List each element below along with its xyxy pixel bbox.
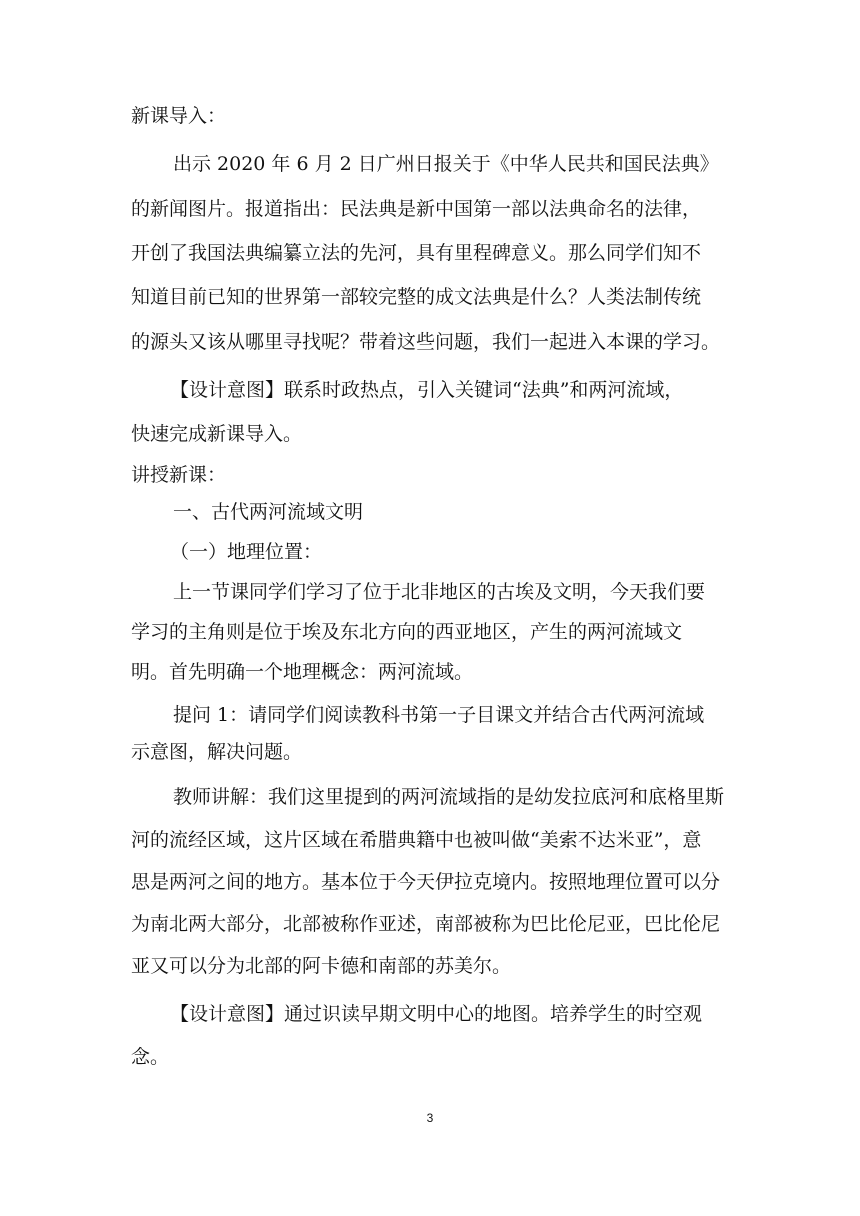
- paragraph-line: 知道目前已知的世界第一部较完整的成文法典是什么？人类法制传统: [131, 286, 702, 308]
- paragraph-line: 教师讲解：我们这里提到的两河流域指的是幼发拉底河和底格里斯: [173, 786, 725, 808]
- paragraph-line: 思是两河之间的地方。基本位于今天伊拉克境内。按照地理位置可以分: [131, 871, 721, 893]
- paragraph-line: 明。首先明确一个地理概念：两河流域。: [131, 661, 474, 683]
- paragraph-line: 亚又可以分为北部的阿卡德和南部的苏美尔。: [131, 955, 512, 977]
- design-intent-line: 快速完成新课导入。: [131, 423, 303, 445]
- question-line: 提问 1：请同学们阅读教科书第一子目课文并结合古代两河流域: [173, 704, 705, 726]
- question-line: 示意图，解决问题。: [131, 741, 303, 763]
- design-intent-line: 【设计意图】联系时政热点，引入关键词“法典”和两河流域，: [170, 379, 684, 401]
- paragraph-line: 河的流经区域，这片区域在希腊典籍中也被叫做“美索不达米亚”，意: [131, 829, 702, 851]
- design-intent-line: 【设计意图】通过识读早期文明中心的地图。培养学生的时空观: [170, 1003, 703, 1025]
- page-number: 3: [426, 1111, 434, 1125]
- subsection-heading: 一、古代两河流域文明: [173, 501, 364, 523]
- paragraph-line: 上一节课同学们学习了位于北非地区的古埃及文明，今天我们要: [173, 581, 706, 603]
- section-heading-new-lesson: 讲授新课：: [131, 464, 227, 486]
- paragraph-line: 学习的主角则是位于埃及东北方向的西亚地区，产生的两河流域文: [131, 621, 683, 643]
- subsection-heading: （一）地理位置：: [170, 541, 323, 563]
- section-heading-lesson-intro: 新课导入：: [131, 105, 227, 127]
- paragraph-line: 开创了我国法典编纂立法的先河，具有里程碑意义。那么同学们知不: [131, 242, 702, 264]
- paragraph-line: 的新闻图片。报道指出：民法典是新中国第一部以法典命名的法律，: [131, 198, 702, 220]
- paragraph-line: 为南北两大部分，北部被称作亚述，南部被称为巴比伦尼亚，巴比伦尼: [131, 913, 721, 935]
- paragraph-line: 的源头又该从哪里寻找呢？带着这些问题，我们一起进入本课的学习。: [131, 331, 721, 353]
- paragraph-line: 出示 2020 年 6 月 2 日广州日报关于《中华人民共和国民法典》: [173, 153, 719, 175]
- design-intent-line: 念。: [131, 1046, 170, 1068]
